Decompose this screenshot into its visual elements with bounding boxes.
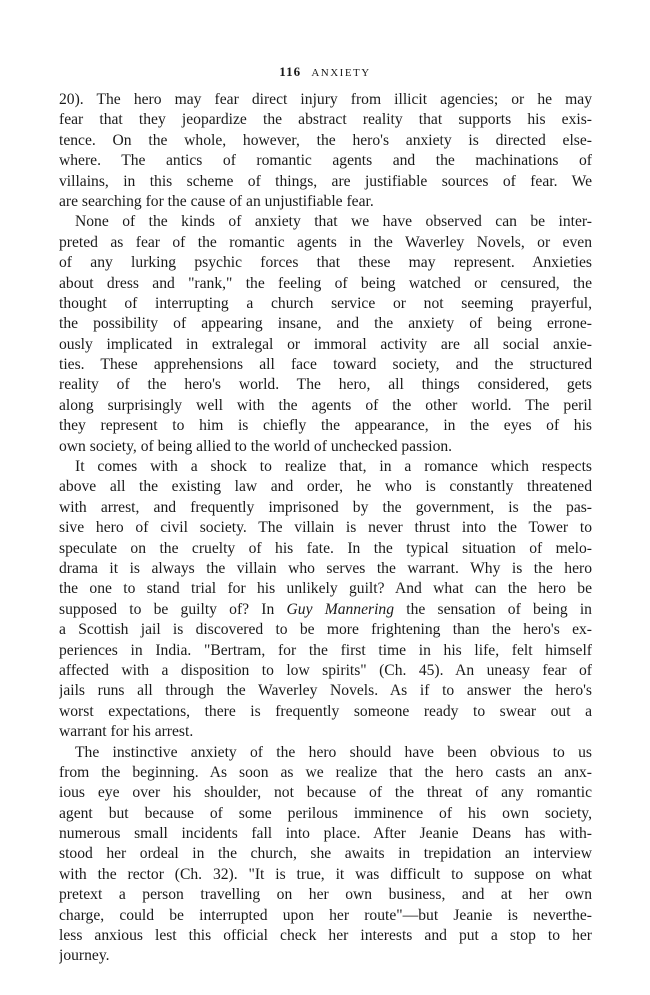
- text-line: charge, could be interrupted upon her route"—but Jeanie is neverthe-: [59, 906, 592, 924]
- page-number: 116: [279, 64, 302, 79]
- text-segment: supposed to be guilty of? In: [59, 600, 287, 618]
- text-line: reality of the hero's world. The hero, all things considered, gets: [59, 376, 592, 394]
- text-line: periences in India. "Bertram, for the first time in his life, felt himself: [59, 641, 592, 659]
- paragraph-start-line: The instinctive anxiety of the hero should have been obvious to us: [75, 743, 592, 761]
- text-line: with the rector (Ch. 32). "It is true, it was difficult to suppose on what: [59, 865, 592, 883]
- book-title: Guy Mannering: [286, 600, 395, 618]
- text-line: the possibility of appearing insane, and the anxiety of being errone-: [59, 315, 592, 333]
- text-line: along surprisingly well with the agents of the other world. The peril: [59, 396, 592, 414]
- text-line: ties. These apprehensions all face toward society, and the structured: [59, 356, 592, 374]
- text-line: tence. On the whole, however, the hero's anxiety is directed else-: [59, 131, 592, 149]
- text-line: from the beginning. As soon as we realize that the hero casts an anx-: [59, 763, 592, 781]
- text-line: journey.: [59, 947, 110, 965]
- text-line: agent but because of some perilous imminence of his own society,: [59, 804, 592, 822]
- text-line: fear that they jeopardize the abstract reality that supports his exis-: [59, 111, 592, 129]
- text-line: 20). The hero may fear direct injury from illicit agencies; or he may: [59, 91, 592, 108]
- text-line: about dress and "rank," the feeling of being watched or censured, the: [59, 274, 592, 292]
- text-line: ious eye over his shoulder, not because of the threat of any romantic: [59, 784, 592, 802]
- text-line: above all the existing law and order, he who is constantly threatened: [59, 478, 592, 496]
- body-text: [59, 90, 592, 967]
- text-line: worst expectations, there is frequently someone ready to swear out a: [59, 702, 592, 720]
- text-line: where. The antics of romantic agents and the machinations of: [59, 152, 592, 170]
- text-line: of any lurking psychic forces that these may represent. Anxieties: [59, 254, 592, 272]
- text-segment: the sensation of being in: [394, 600, 592, 618]
- text-line: pretext a person travelling on her own business, and at her own: [59, 886, 592, 904]
- text-line: villains, in this scheme of things, are justifiable sources of fear. We: [59, 172, 592, 190]
- text-line: stood her ordeal in the church, she awaits in trepidation an interview: [59, 845, 592, 863]
- text-line: own society, of being allied to the world of unchecked passion.: [59, 437, 453, 455]
- text-line: drama it is always the villain who serves the warrant. Why is the hero: [59, 559, 592, 577]
- text-line: numerous small incidents fall into place. After Jeanie Deans has with-: [59, 825, 592, 843]
- text-line: speculate on the cruelty of his fate. In the typical situation of melo-: [59, 539, 592, 557]
- text-line: a Scottish jail is discovered to be more frightening than the hero's ex-: [59, 621, 592, 639]
- text-line: the one to stand trial for his unlikely guilt? And what can the hero be: [59, 580, 592, 598]
- text-line: jails runs all through the Waverley Novels. As if to answer the hero's: [59, 682, 592, 700]
- text-line: affected with a disposition to low spirits" (Ch. 45). An uneasy fear of: [59, 661, 592, 679]
- text-line: warrant for his arrest.: [59, 723, 194, 741]
- running-head: [0, 64, 650, 80]
- paragraph-start-line: It comes with a shock to realize that, in a romance which respects: [75, 458, 592, 476]
- text-line: with arrest, and frequently imprisoned by the government, is the pas-: [59, 498, 592, 516]
- text-line: sive hero of civil society. The villain is never thrust into the Tower to: [59, 519, 592, 537]
- text-line: ously implicated in extralegal or immoral activity are all social anxie-: [59, 335, 592, 353]
- text-line: they represent to him is chiefly the appearance, in the eyes of his: [59, 417, 592, 435]
- text-line: are searching for the cause of an unjustifiable fear.: [59, 192, 374, 210]
- section-title: ANXIETY: [311, 67, 371, 79]
- text-line: thought of interrupting a church service or not seeming prayerful,: [59, 294, 592, 312]
- paragraph-start-line: None of the kinds of anxiety that we have observed can be inter-: [75, 213, 592, 231]
- text-line-with-title: [59, 600, 592, 620]
- text-line: less anxious lest this official check her interests and put a stop to her: [59, 927, 592, 945]
- text-line: preted as fear of the romantic agents in the Waverley Novels, or even: [59, 233, 592, 251]
